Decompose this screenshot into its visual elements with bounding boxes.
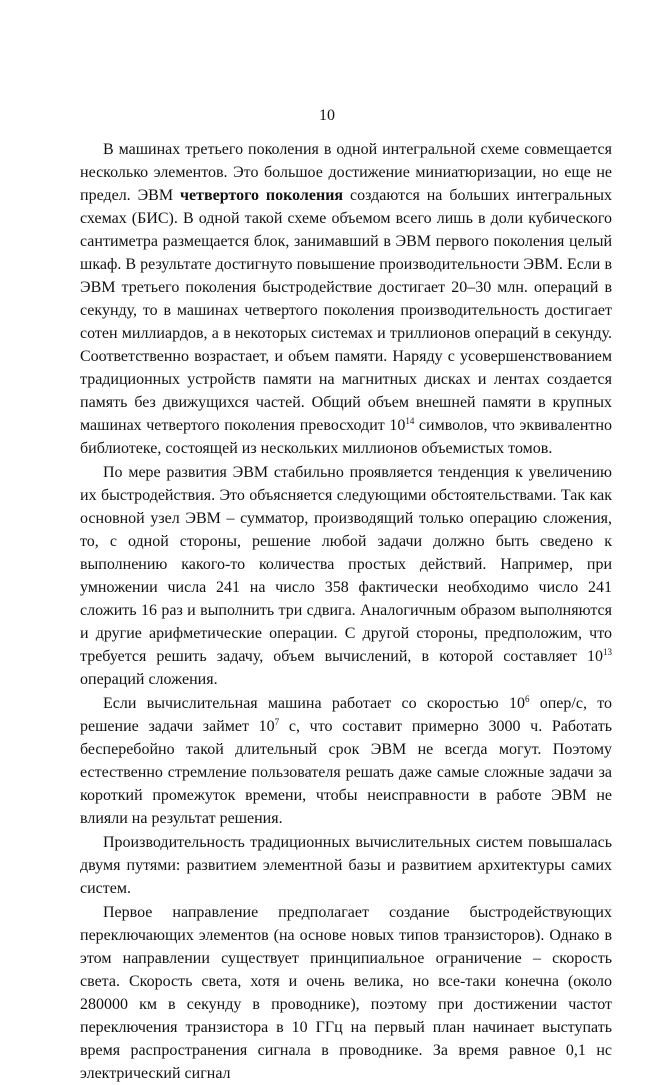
paragraph-3-text-start: Если вычислительная машина работает со скоростью 10 <box>103 695 525 712</box>
paragraph-3-text-end: с, что составит примерно 3000 ч. Работать бесперебойно такой длительный срок ЭВМ не всегда могут. Поэтому естественно стремление пользователя решать даже самые сложные задачи за короткий промежуток времени, чтобы неисправности в работе ЭВМ не влияли на результат решения. <box>80 718 613 827</box>
operations-exponent: 13 <box>603 647 612 657</box>
paragraph-3-text-middle: опер/с, то решение задачи займет 10 <box>80 695 612 735</box>
paragraph-2-text-end: операций сложения. <box>80 671 218 688</box>
page-number: 10 <box>319 107 335 124</box>
paragraph-1 <box>80 138 612 460</box>
paragraph-5: Первое направление предполагает создание быстродействующих переключающих элементов (на основе новых типов транзисторов). Однако в этом направлении существует принципиальное ограничение – скорость света. Скорость света, хотя и очень велика, но все-таки конечна (около 280000 км в секунду в проводнике), поэтому при достижении частот переключения транзистора в 10 ГГц на первый план начинает выступать время распространения сигнала в проводнике. За время равное 0,1 нс электрический сигнал <box>80 904 612 1082</box>
speed-exponent: 6 <box>524 694 530 704</box>
paragraph-2 <box>80 461 612 691</box>
paragraph-4: Производительность традиционных вычислительных систем повышалась двумя путями: развитием элементной базы и развитием архитектуры самих систем. <box>80 834 612 897</box>
time-exponent: 7 <box>274 717 280 727</box>
paragraph-1-text-start: В машинах третьего поколения в одной интегральной схеме совмещается несколько элементов. Это большое достижение миниатюризации, но еще не предел. ЭВМ <box>80 141 612 204</box>
paragraph-3 <box>80 692 612 830</box>
page-body <box>80 138 612 1085</box>
paragraph-2-text-start: По мере развития ЭВМ стабильно проявляется тенденция к увеличению их быстродействия. Это объясняется следующими обстоятельствами. Так как основной узел ЭВМ – сумматор, производящий только операцию сложения, то, с одной стороны, решение любой задачи должно быть сведено к выполнению какого-то количества простых действий. Например, при умножении числа 241 на число 358 фактически необходимо число 241 сложить 16 раз и выполнить три сдвига. Аналогичным образом выполняются и другие арифметические операции. С другой стороны, предположим, что требуется решить задачу, объем вычислений, в которой составляет 10 <box>80 464 612 665</box>
fourth-generation-term: четвертого поколения <box>180 187 344 204</box>
paragraph-1-text-middle: создаются на больших интегральных схемах (БИС). В одной такой схеме объемом всего лишь в доли кубического сантиметра размещается блок, занимавший в ЭВМ первого поколения целый шкаф. В результате достигнуто повышение производительности ЭВМ. Если в ЭВМ третьего поколения быстродействие достигает 20–30 млн. операций в секунду, то в машинах четвертого поколения производительность достигает сотен миллиардов, а в некоторых системах и триллионов операций в секунду. Соответственно возрастает, и объем памяти. Наряду с усовершенствованием традиционных устройств памяти на магнитных дисках и лентах создается память без движущихся частей. Общий объем внешней памяти в крупных машинах четвертого поколения превосходит 10 <box>80 187 613 434</box>
memory-exponent: 14 <box>405 416 415 426</box>
paragraph-1-text-end: символов, что эквивалентно библиотеке, состоящей из нескольких миллионов объемистых томов. <box>80 417 612 457</box>
